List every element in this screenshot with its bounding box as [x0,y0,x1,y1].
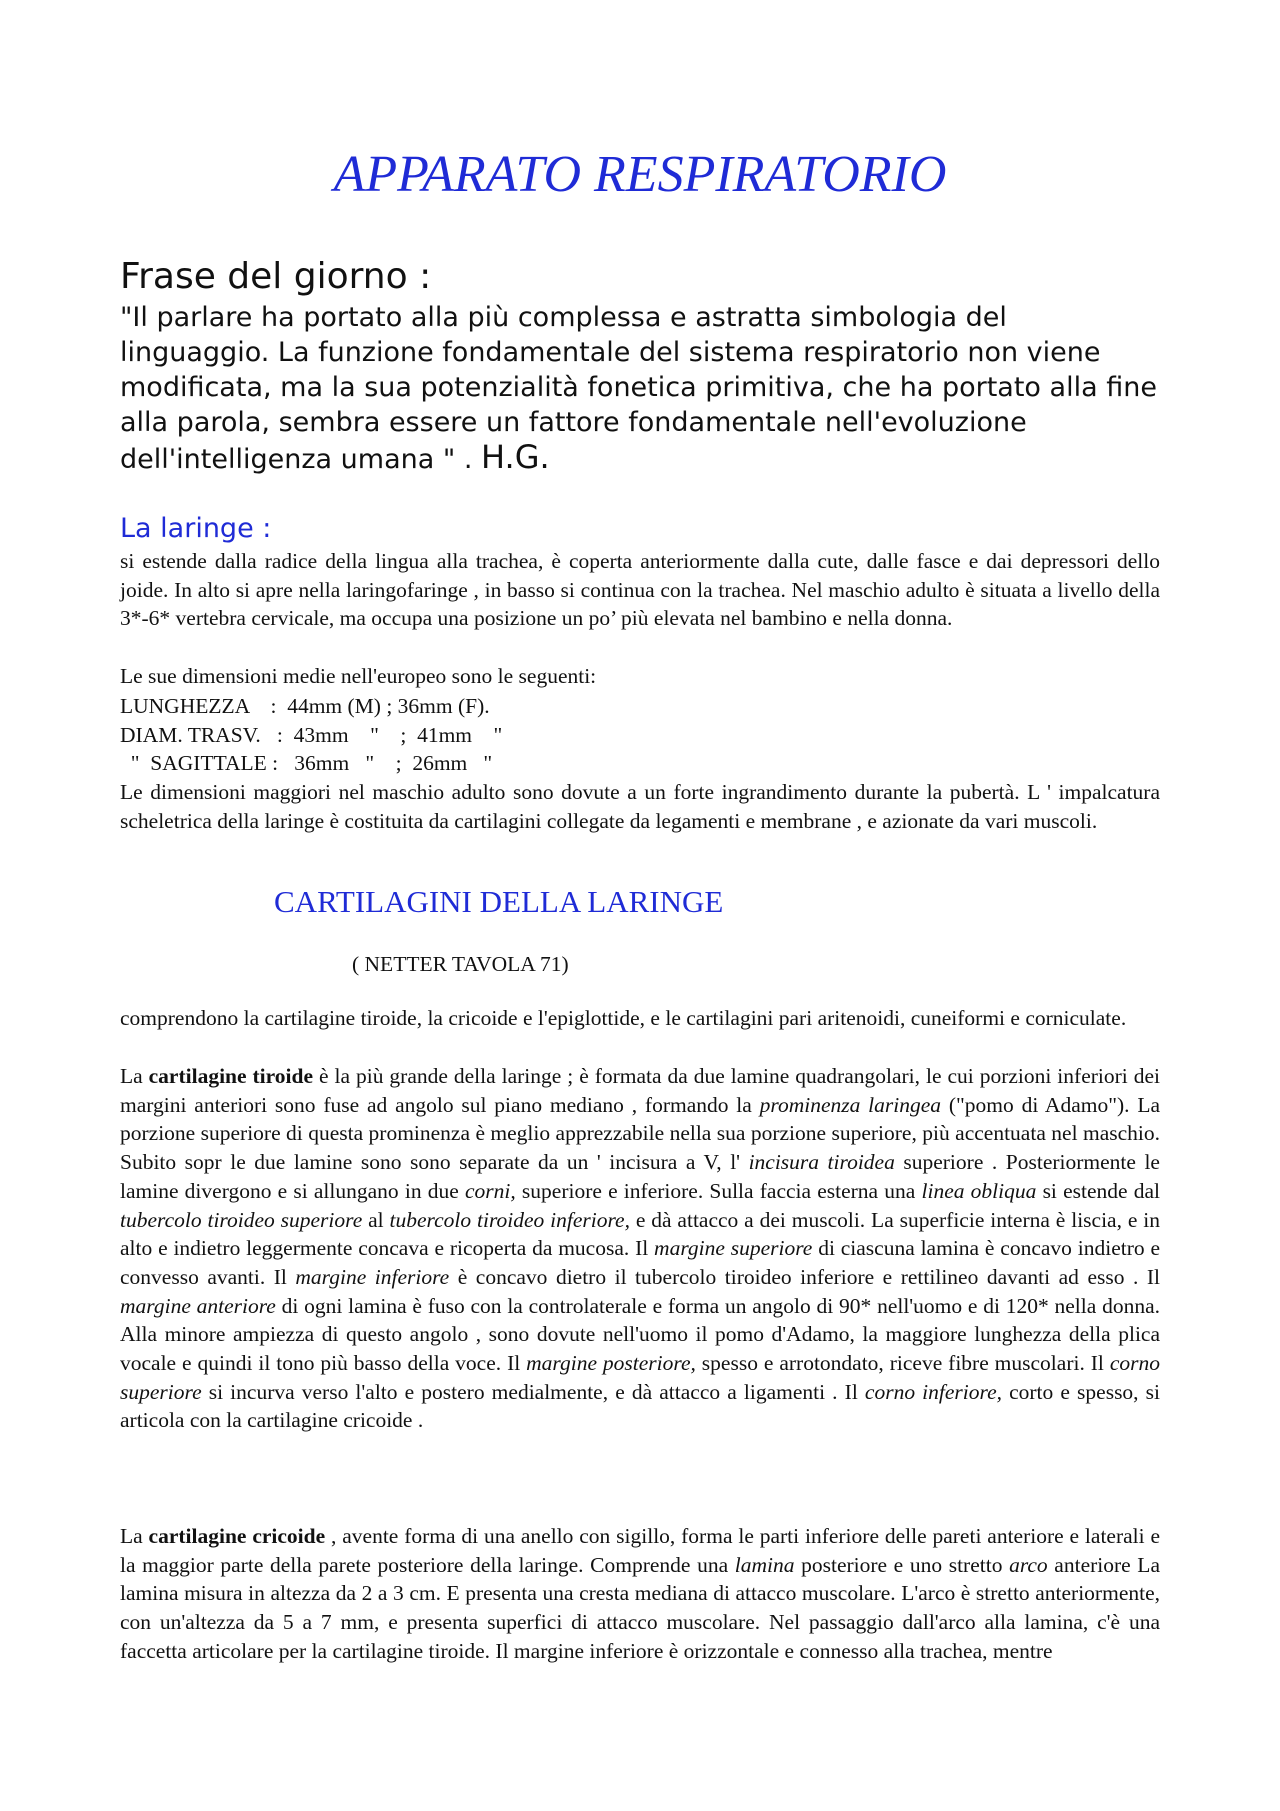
tiroide-paragraph [120,1062,1160,1435]
text-run: La [120,1524,149,1548]
term-cartilagine-tiroide: cartilagine tiroide [148,1064,314,1088]
text-run: e dà attacco a dei muscoli. La superficie interna è liscia, e in alto e indietro leggermente concava e ricoperta da mucosa. Il [120,1207,1160,1261]
term-incisura-tiroidea: incisura tiroidea [748,1150,895,1175]
text-run: si incurva verso l'alto e postero medialmente, e dà attacco a ligamenti . Il [201,1379,865,1404]
term-corno-superiore: corno superiore [120,1351,1160,1404]
frase-quote [120,300,1160,477]
cricoide-paragraph [120,1522,1160,1666]
text-run: posteriore e uno stretto [794,1552,1010,1577]
text-run: superiore . Posteriormente le lamine divergono e si allungano in due [120,1150,1160,1203]
term-margine-inferiore: margine inferiore [295,1264,450,1289]
text-run: corto e spesso, si articola con la cartilagine cricoide . [120,1379,1161,1433]
frase-heading: Frase del giorno : [120,256,432,297]
dimensions-list [120,692,820,778]
term-cartilagine-cricoide: cartilagine cricoide [148,1524,326,1548]
text-run: al [362,1207,390,1232]
text-run: La [120,1064,149,1088]
dimensions-intro: Le sue dimensioni medie nell'europeo sono le seguenti: [120,664,597,688]
text-run: è concavo dietro il tubercolo tiroideo inferiore e rettilineo davanti ad esso . Il [449,1264,1160,1289]
cartilagini-intro: comprendono la cartilagine tiroide, la cricoide e l'epiglottide, e le cartilagini pari aritenoidi, cuneiformi e corniculate. [120,1006,1127,1030]
text-run: di ciascuna lamina è concavo indietro e convesso avanti. Il [120,1236,1160,1289]
term-margine-anteriore: margine anteriore [120,1293,276,1318]
text-run: , avente forma di una anello con sigillo, forma le parti inferiore delle pareti anteriore e laterali e la maggior parte della parete posteriore della laringe. Comprende una [120,1524,1161,1577]
text-run: è la più grande della laringe ; è formata da due lamine quadrangolari, le cui porzioni inferiori dei margini anteriori sono fuse ad angolo sul piano mediano , formando la [120,1064,1160,1117]
quote-text: "Il parlare ha portato alla più complessa e astratta simbologia del linguaggio. La funzione fondamentale del sistema respiratorio non viene modificata, ma la sua potenzialità fonetica primitiva, che ha portato alla fine alla parola, sembra essere un fattore fondamentale nell'evoluzione dell'intelligenza umana " . [120,302,1157,475]
term-corno-inferiore: corno inferiore, [864,1379,1002,1404]
text-run: spesso e arrotondato, riceve fibre muscolari. Il [695,1351,1110,1376]
laringe-outro: Le dimensioni maggiori nel maschio adulto sono dovute a un forte ingrandimento durante la pubertà. L ' impalcatura scheletrica della laringe è costituita da cartilagini collegate da legamenti e membrane , e azionate da vari muscoli. [120,780,1160,833]
text-run: anteriore La lamina misura in altezza da 2 a 3 cm. E presenta una cresta mediana di attacco muscolare. L'arco è stretto anteriormente, con un'altezza da 5 a 7 mm, e presenta superfici di attacco muscolare. Nel passaggio dall'arco alla lamina, c'è una faccetta articolare per la cartilagine tiroide. Il margine inferiore è orizzontale e connesso alla trachea, mentre [120,1552,1160,1663]
text-run: superiore e inferiore. Sulla faccia esterna una [515,1178,922,1203]
term-tubercolo-superiore: tubercolo tiroideo superiore [120,1207,363,1232]
dimension-row-transverse: DIAM. TRASV. : 43mm " ; 41mm " [120,722,503,747]
term-lamina: lamina [734,1552,795,1577]
netter-reference: ( NETTER TAVOLA 71) [352,952,569,976]
laringe-intro: si estende dalla radice della lingua alla trachea, è coperta anteriormente dalla cute, dalle fasce e dai depressori dello joide. In alto si apre nella laringofaringe , in basso si continua con la trachea. Nel maschio adulto è situata a livello della 3*-6* vertebra cervicale, ma occupa una posizione un po’ più elevata nel bambino e nella donna. [120,549,1160,631]
quote-author: H.G. [481,438,550,476]
term-margine-superiore: margine superiore [654,1236,813,1261]
laringe-heading: La laringe : [120,513,272,544]
term-arco: arco [1009,1552,1048,1577]
term-prominenza-laringea: prominenza laringea [759,1092,942,1117]
text-run: si estende dal [1036,1178,1160,1203]
text-run: di ogni lamina è fuso con la controlaterale e forma un angolo di 90* nell'uomo e di 120* nella donna. Alla minore ampiezza di questo angolo , sono dovute nell'uomo il pomo d'Adamo, la maggiore lunghezza della plica vocale e quindi il tono più basso della voce. Il [120,1293,1160,1376]
cartilagini-heading: CARTILAGINI DELLA LARINGE [274,884,724,919]
dimension-row-sagittal: " SAGITTALE : 36mm " ; 26mm " [120,751,493,776]
dimension-row-length: LUNGHEZZA : 44mm (M) ; 36mm (F). [120,694,490,718]
term-corni: corni, [464,1178,516,1203]
text-run: ("pomo di Adamo"). La porzione superiore di questa prominenza è meglio apprezzabile nella sua porzione superiore, più accentuata nel maschio. Subito sopr le due lamine sono sono separate da un ' incisura a V, l' [120,1092,1161,1175]
page-title: APPARATO RESPIRATORIO [333,146,947,203]
term-tubercolo-inferiore: tubercolo tiroideo inferiore, [389,1207,630,1232]
term-margine-posteriore: margine posteriore, [526,1351,696,1376]
term-linea-obliqua: linea obliqua [921,1178,1037,1203]
